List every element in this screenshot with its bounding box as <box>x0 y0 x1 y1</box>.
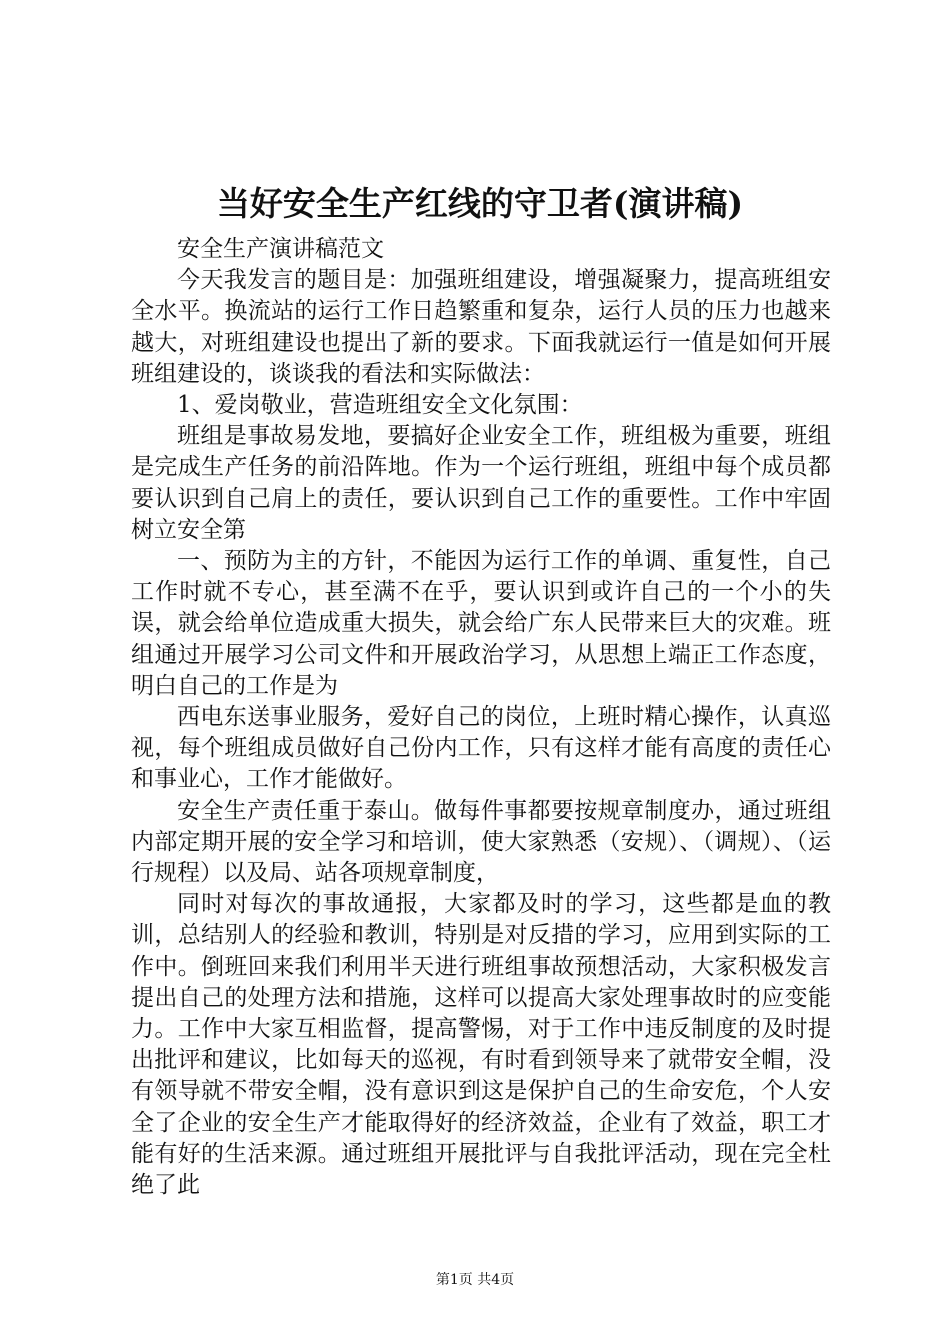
paragraph: 安全生产责任重于泰山。做每件事都要按规章制度办，通过班组内部定期开展的安全学习和培训，使大家熟悉（安规）、（调规）、（运行规程）以及局、站各项规章制度， <box>131 797 831 887</box>
page-number-footer: 第1页 共4页 <box>435 1272 515 1288</box>
paragraph-section-heading: 1、爱岗敬业，营造班组安全文化氛围： <box>177 392 583 419</box>
paragraph: 西电东送事业服务，爱好自己的岗位，上班时精心操作，认真巡视，每个班组成员做好自己份内工作，只有这样才能有高度的责任心和事业心，工作才能做好。 <box>131 704 831 793</box>
paragraph-intro: 今天我发言的题目是：加强班组建设，增强凝聚力，提高班组安全水平。换流站的运行工作日趋繁重和复杂，运行人员的压力也越来越大，对班组建设也提出了新的要求。下面我就运行一值是如何开展班组建设的，谈谈我的看法和实际做法： <box>131 267 831 387</box>
document-body <box>131 234 831 1201</box>
document-title: 当好安全生产红线的守卫者(演讲稿) <box>216 184 744 223</box>
paragraph-subtitle: 安全生产演讲稿范文 <box>177 236 384 262</box>
paragraph: 同时对每次的事故通报，大家都及时的学习，这些都是血的教训，总结别人的经验和教训，特别是对反措的学习，应用到实际的工作中。倒班回来我们利用半天进行班组事故预想活动，大家积极发言提出自己的处理方法和措施，这样可以提高大家处理事故时的应变能力。工作中大家互相监督，提高警惕，对于工作中违反制度的及时提出批评和建议，比如每天的巡视，有时看到领导来了就带安全帽，没有领导就不带安全帽，没有意识到这是保护自己的生命安危，个人安全了企业的安全生产才能取得好的经济效益，企业有了效益，职工才能有好的生活来源。通过班组开展批评与自我批评活动，现在完全杜绝了此 <box>131 891 831 1199</box>
paragraph: 班组是事故易发地，要搞好企业安全工作，班组极为重要，班组是完成生产任务的前沿阵地。作为一个运行班组，班组中每个成员都要认识到自己肩上的责任，要认识到自己工作的重要性。工作中牢固树立安全第 <box>131 423 831 543</box>
paragraph: 一、预防为主的方针，不能因为运行工作的单调、重复性，自己工作时就不专心，甚至满不在乎，要认识到或许自己的一个小的失误，就会给单位造成重大损失，就会给广东人民带来巨大的灾难。班组通过开展学习公司文件和开展政治学习，从思想上端正工作态度，明白自己的工作是为 <box>131 548 831 699</box>
